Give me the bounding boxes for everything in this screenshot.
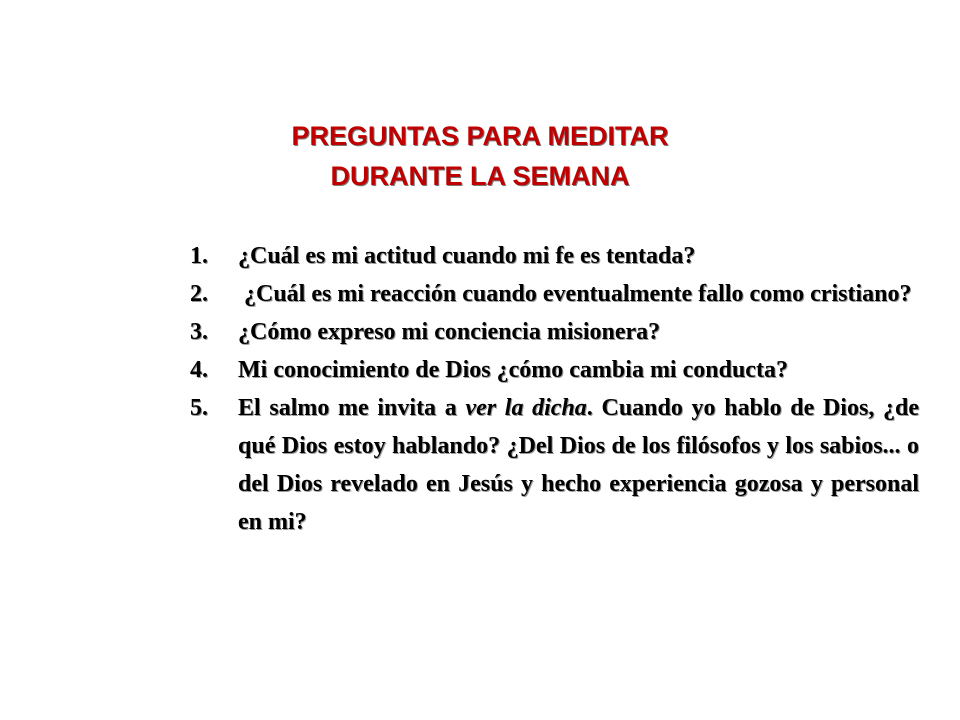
item-text <box>238 395 919 535</box>
item-text-after: . Cuando yo hablo de Dios, ¿de qué Dios estoy hablando? ¿Del Dios de los filósofos y los sabios... o del Dios revelado en Jesús y hecho experiencia gozosa y personal en mi? <box>238 395 919 535</box>
item-number: 4. <box>190 357 208 383</box>
item-text: ¿Cuál es mi reacción cuando eventualmente fallo como cristiano? <box>238 281 912 307</box>
item-number: 1. <box>190 243 208 269</box>
title-line-2: DURANTE LA SEMANA <box>330 161 630 191</box>
item-number: 2. <box>190 281 208 307</box>
item-text-before: El salmo me invita a <box>238 395 466 421</box>
title-line-1: PREGUNTAS PARA MEDITAR <box>291 121 669 151</box>
item-text: Mi conocimiento de Dios ¿cómo cambia mi conducta? <box>238 357 788 383</box>
list-item <box>190 275 919 313</box>
item-text: ¿Cuál es mi actitud cuando mi fe es tentada? <box>238 243 696 269</box>
item-number: 5. <box>190 395 208 421</box>
list-item <box>190 237 919 275</box>
item-number: 3. <box>190 319 208 345</box>
item-text: ¿Cómo expreso mi conciencia misionera? <box>238 319 661 345</box>
list-item <box>190 351 919 389</box>
item-text-italic: ver la dicha <box>465 395 587 421</box>
list-item <box>190 389 919 541</box>
list-item <box>190 313 919 351</box>
slide-title <box>0 116 960 196</box>
question-list <box>190 237 919 541</box>
